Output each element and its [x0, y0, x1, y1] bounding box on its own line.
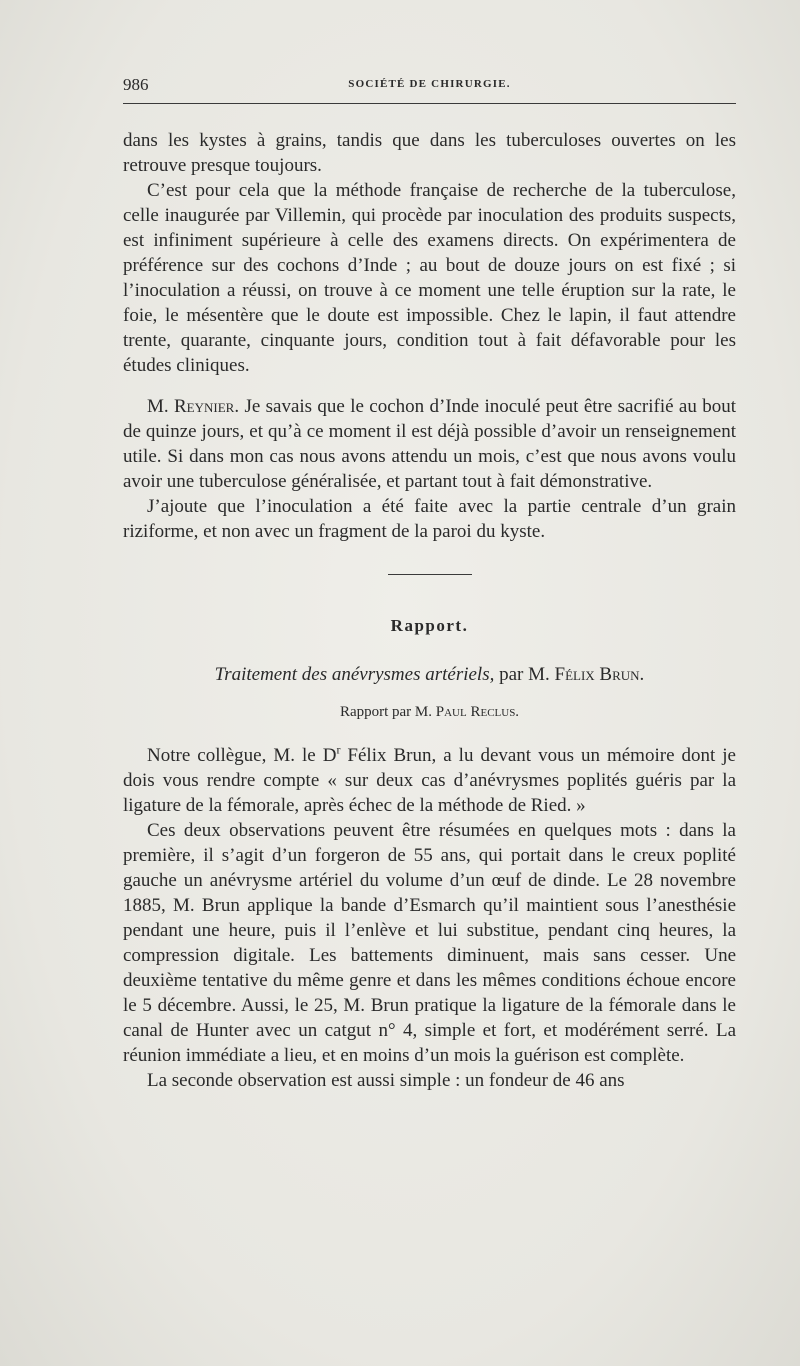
paragraph-text: Notre collègue, M. le D — [147, 745, 337, 766]
rapport-byline — [123, 700, 736, 725]
paragraph: La seconde observation est aussi simple : un fondeur de 46 ans — [147, 1070, 625, 1091]
article-title-by: par M. — [494, 664, 555, 685]
article-title-text: Traitement des anévrysmes artériels, — [214, 664, 495, 685]
article-author: Félix Brun. — [554, 664, 645, 685]
paragraph-text: Félix Brun, a lu devant vous un mémoire dont je dois vous rendre compte « sur deux cas d’anévrysmes poplités guéris par la ligature de la fémorale, après échec de la méthode de Ried. » — [123, 745, 736, 816]
superscript: r — [336, 742, 341, 757]
paragraph — [123, 394, 736, 494]
running-title: SOCIÉTÉ DE CHIRURGIE. — [348, 78, 511, 90]
body-text — [123, 128, 736, 1093]
section-title: Rapport. — [390, 616, 469, 635]
speaker-name: M. Reynier. — [147, 396, 240, 417]
paragraph-text: Je savais que le cochon d’Inde inoculé peut être sacrifié au bout de quinze jours, et qu’à ce moment il est déjà possible d’avoir un renseignement utile. Si dans mon cas nous avons attendu un mois, c’est que nous avons voulu avoir une tuberculose généralisée, et partant tout à fait démonstrative. — [123, 396, 736, 492]
paragraph: Ces deux observations peuvent être résumées en quelques mots : dans la première, il s’agit d’un forgeron de 55 ans, qui portait dans le creux poplité gauche un anévrysme artériel du volume d’un œuf de dinde. Le 28 novembre 1885, M. Brun applique la bande d’Esmarch qu’il maintient sous l’anesthésie pendant une heure, puis il l’enlève et lui substitue, pendant cinq heures, la compression digitale. Les battements diminuent, mais sans cesser. Une deuxième tentative du même genre et dans les mêmes conditions échoue encore le 5 décembre. Aussi, le 25, M. Brun pratique la ligature de la fémorale dans le canal de Hunter avec un catgut n° 4, simple et fort, et modérément serré. La réunion immédiate a lieu, et en moins d’un mois la guérison est complète. — [123, 820, 736, 1066]
page-header — [123, 75, 736, 105]
paragraph: dans les kystes à grains, tandis que dans les tuberculoses ouvertes on les retrouve presque toujours. — [123, 130, 736, 176]
paragraph: C’est pour cela que la méthode française de recherche de la tuberculose, celle inaugurée par Villemin, qui procède par inoculation des produits suspects, est infiniment supérieure à celle des examens directs. On expérimentera de préférence sur des cochons d’Inde ; au bout de douze jours on est fixé ; si l’inoculation a réussi, on trouve à ce moment une telle éruption sur la rate, le foie, le mésentère que le doute est impossible. Chez le lapin, il faut attendre trente, quarante, cinquante jours, condition tout à fait défavorable pour les études cliniques. — [123, 180, 736, 376]
page-number: 986 — [123, 75, 149, 94]
rapport-by-name: Paul Reclus. — [435, 704, 520, 720]
paragraph: J’ajoute que l’inoculation a été faite avec la partie centrale d’un grain riziforme, et non avec un fragment de la paroi du kyste. — [123, 496, 736, 542]
header-rule — [123, 103, 736, 104]
article-title — [123, 662, 736, 687]
rapport-by-prefix: Rapport par M. — [339, 704, 436, 720]
section-separator — [388, 574, 472, 575]
paragraph — [123, 743, 736, 818]
